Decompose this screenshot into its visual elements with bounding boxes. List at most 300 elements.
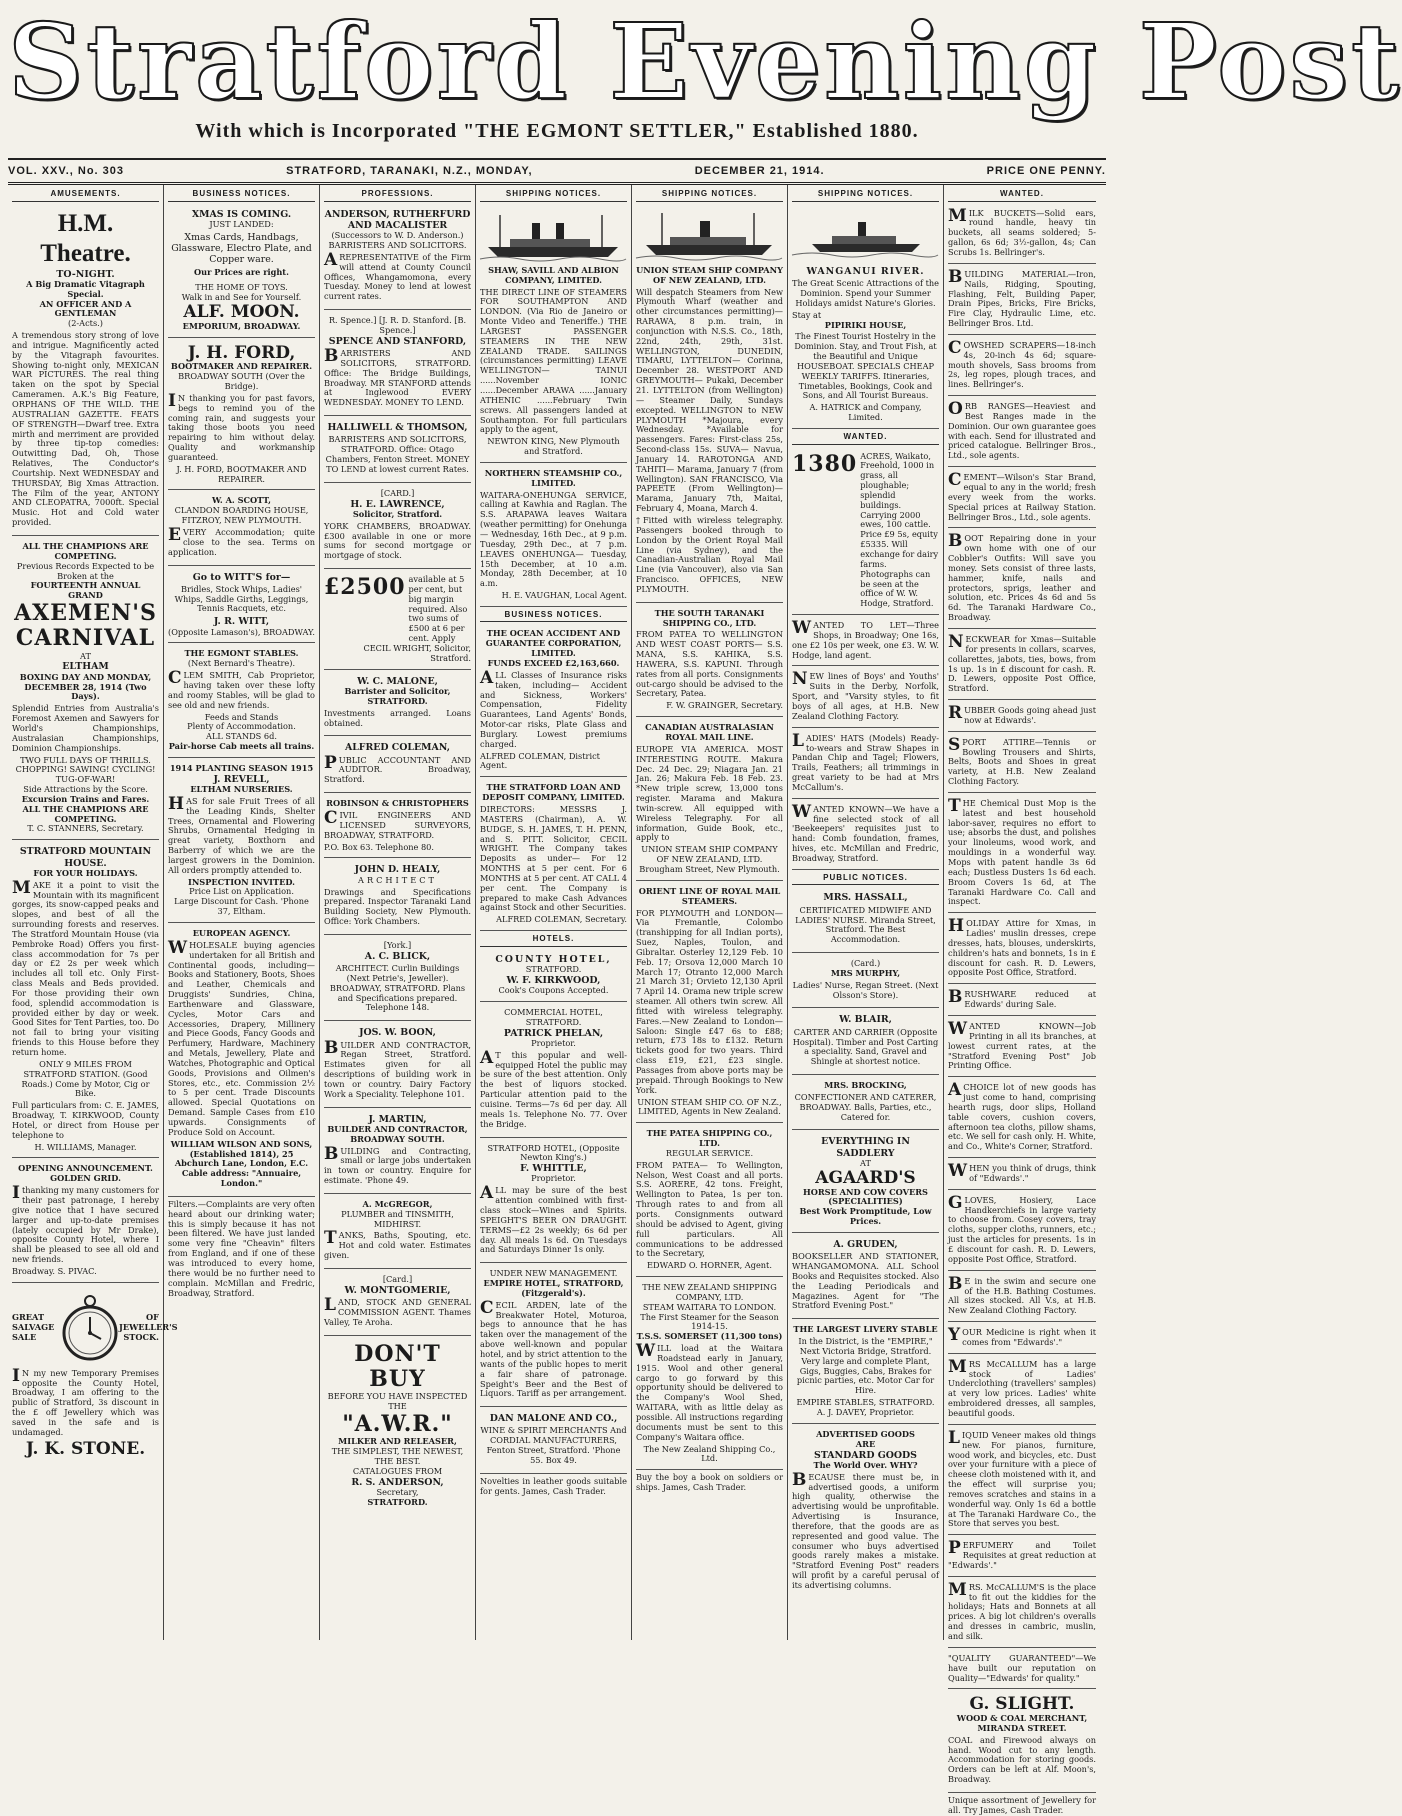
column-heading: AMUSEMENTS.	[12, 189, 159, 202]
boxing-line: BOXING DAY AND MONDAY, DECEMBER 28, 1914 (Two Days).	[19, 671, 152, 702]
awr-title: "A.W.R."	[342, 1410, 453, 1437]
egmont-next: (Next Bernard's Theatre).	[187, 658, 296, 669]
mountain-body: MAKE it a point to visit the Mountain with its magnificent gorges, its snow-capped peaks and slopes, and best of all the surrounding forests and reserves. The Stratford Mountain House (via Pembroke Road) Offers you first-class accommodation for 7s per day or £2 2s per week which includes all toll etc. Only First-class Meals and Beds provided. For those providing their own food, splendid accommodation is provided either by day or week. Good Sites for Tent Parties, too. Do not fail to bring your visiting friends to this House before they return home.	[12, 877, 159, 1057]
egmont-stables-ad	[168, 646, 315, 757]
axemen-title: AXEMEN'S CARNIVAL	[14, 600, 157, 652]
loan-title: THE STRATFORD LOAN AND DEPOSIT COMPANY, LIMITED.	[482, 782, 625, 803]
robinson-ad	[324, 796, 471, 858]
pocket-watch-icon	[61, 1293, 119, 1363]
novelties-notice: Novelties in leather goods suitable for gents. James, Cash Trader.	[480, 1475, 627, 1496]
acres-number: 1380	[792, 450, 858, 477]
stratford-line: STRATFORD.	[367, 1496, 428, 1507]
newspaper-title: Stratford Evening Post	[8, 0, 1402, 123]
theatre-tonight: TO-NIGHT.	[56, 268, 115, 280]
anderson-title: ANDERSON, RUTHERFURD AND MACALISTER	[324, 208, 471, 231]
gruden-ad	[792, 1236, 939, 1319]
shaw-body: THE DIRECT LINE OF STEAMERS FOR SOUTHAMPTON AND LONDON. (Via Rio de Janeiro or Monte Video and Teneriffe.) THE LARGEST PASSENGER STEAMERS IN THE NEW ZEALAND TRADE. SAILINGS (circumstances permitting) LEAVE WELLINGTON— TAINUI ......November IONIC ......December ARAWA ......January ATHENIC ......February Twin screws. All passengers landed at Southampton. For full particulars apply to the agent,	[480, 286, 627, 435]
ocean-accident-ad	[480, 626, 627, 777]
mcgregor-ad	[324, 1197, 471, 1269]
ladies-hats-notice: LADIES' HATS (Models) Ready-to-wears and Straw Shapes in Pandan Chip and Tagel; Flowers, Trails, Feathers; all trimmings in great variety to be had at Mrs McCallum's.	[792, 731, 939, 799]
stands-line: ALL STANDS 6d.	[206, 731, 277, 742]
somerset-body: WILL load at the Waitara Roadstead early in January, 1915. Wool and other general cargo to go forward by this opportunity should be delivered to the Company's Wool Shed, WAITARA, with as little delay as possible. All instructions regarding documents must be sent to this Company's Waitara office.	[636, 1341, 783, 1442]
trains-line: Excursion Trains and Fares.	[21, 793, 150, 804]
wanted-known-notice: WANTED KNOWN—We have a fine selected stock of all 'Beekeepers' requisites just to hand: Comb foundation, frames, hives, etc. McMillan and Fredric, Broadway, Stratford.	[792, 802, 939, 870]
pipiriki-body: The Finest Tourist Hostelry in the Dominion. Stay, and Trout Fish, at the Beautiful and Unique HOUSEBOAT. SPECIALS CHEAP WEEKLY TARIFFS. Itineraries, Timetables, Bookings, Cook and Sons, and All Tourist Bureaus.	[794, 331, 937, 401]
ford-signature: J. H. FORD, BOOTMAKER AND REPAIRER.	[176, 463, 307, 484]
scott-body: EVERY Accommodation; quite close to the sea. Terms on application.	[168, 524, 315, 557]
advertised-goods-ad	[792, 1427, 939, 1598]
wanted-item: ORB RANGES—Heaviest and Best Ranges made in the Dominion. Our own guarantee goes with each. Send for illustrated and priced catalogue. Bellringer Bros., Ltd., sole agents.	[948, 399, 1096, 467]
card-label: (Card.)	[850, 958, 881, 969]
murphy-title: MRS MURPHY,	[830, 967, 901, 978]
ford-title: J. H. FORD,	[187, 342, 296, 363]
blair-ad	[792, 1011, 939, 1075]
column-heading: SHIPPING NOTICES.	[636, 189, 783, 202]
wanted-item: WANTED KNOWN—Job Printing in all its branches, at lowest current rates, at the "Stratford Evening Post" Job Printing Office.	[948, 1019, 1096, 1077]
orient-body: FOR PLYMOUTH and LONDON— Via Fremantle, Colombo (transhipping for all Indian ports), Suez, Naples, Toulon, and Gibraltar. Osterley 12,129 Feb. 10 Feb. 17; Orsova 12,000 March 10 March 17; Otranto 12,000 March 21 March 31; Orvieto 12,130 April 7 April 14. Orama new triple screw steamer. All others twin screw. All fitted with wireless telegraphy. Fares.—New Zealand to London— Saloon: Single £47 6s to £88; return, £73 18s to £132. Return tickets good for two years. Third class £19, £21, £23 single. Passages from above ports may be prepaid. Through Bookings to New York.	[636, 907, 783, 1095]
northern-steamship-ad	[480, 466, 627, 607]
loan-deposit-ad	[480, 780, 627, 931]
salvage-word: STOCK.	[123, 1331, 159, 1342]
witt-items: Bridles, Stock Whips, Ladies' Whips, Saddle Girths, Leggings, Tennis Racquets, etc.	[174, 583, 309, 614]
empire-title: EMPIRE HOTEL, STRATFORD, (Fitzgerald's).	[483, 1278, 624, 1298]
xmas-line: XMAS IS COMING.	[191, 208, 292, 220]
healy-title: JOHN D. HEALY,	[354, 864, 441, 876]
blick-ad	[324, 938, 471, 1021]
pivac-signature: Broadway. S. PIVAC.	[12, 1265, 97, 1276]
somerset-line: T.S.S. SOMERSET (11,300 tons)	[636, 1331, 783, 1342]
boon-ad	[324, 1024, 471, 1107]
eltham-line: ELTHAM	[62, 661, 109, 673]
hassall-title: MRS. HASSALL,	[823, 892, 908, 904]
discount-line: Large Discount for Cash. 'Phone 37, Eltham.	[174, 896, 309, 917]
salvage-word: GREAT	[12, 1311, 45, 1322]
union-body: Will despatch Steamers from New Plymouth Wharf (weather and other circumstances permitting)— RARAWA, 8 p.m. train, in conjunction with N.S.S. Co., 18th, 22nd, 24th, 29th, 31st. WELLINGTON, DUNEDIN, TIMARU, LYTTELTON— Corinna, December 28. WESTPORT AND GREYMOUTH— Pukaki, December 21. LYTTELTON (from Wellington)— Steamer Daily, Sundays excepted. WELLINGTON to NEW PLYMOUTH *Majoura, every Wednesday. *Available for passengers. Fares: First-class 25s, Second-class 15s. SUVA— Navua, January 14. RAROTONGA AND TAHITI— Marama, January 7 (from Wellington). SAN FRANCISCO, Via PAPEETE (From Wellington)— Marama, January 7th, Maitai, February 4, Moana, March 4.	[636, 286, 783, 514]
under-line: UNDER NEW MANAGEMENT.	[489, 1268, 618, 1279]
revell-body: HAS for sale Fruit Trees of all the Leading Kinds, Shelter Trees, Ornamental and Flowering Shrubs, Ornamental Hedging in great variety, Boxthorn and Barberry of which we are the largest growers in the Dominion. All orders promptly attended to.	[168, 793, 315, 875]
northern-body: WAITARA-ONEHUNGA SERVICE, calling at Kawhia and Raglan. The S.S. ARAPAWA leaves Waitara (weather permitting) for Onehunga— Wednesday, 16th Dec., at 9 p.m. Tuesday, 29th Dec., at 7 p.m. LEAVES ONEHUNGA— Tuesday, 15th December, at 10 a.m. Monday, 28th December, at 10 a.m.	[480, 489, 627, 589]
theatre-body: A tremendous story strong of love and intrigue. Magnificently acted by the Vitagraph favourites. Showing to-night only, MEXICAN WAR PICTURES. The real thing taken on the spot by Special Cameramen. A.K.'s Big Feature, ORPHANS OF THE WILD. THE AUSTRALIAN GAZETTE. FEATS OF STRENGTH—Dwarf tree. Extra mirth and merriment are provided by three tip-top comedies: Outwitting Dad, Oh, Those Relatives, The Conductor's Courtship. Next WEDNESDAY and THURSDAY, Big Xmas Attraction. The Film of the year, ANTONY AND CLEOPATRA, 7000ft. Special Music. Hot and Cold water provided.	[12, 330, 159, 528]
steamship-icon	[480, 211, 626, 261]
holidays-line: FOR YOUR HOLIDAYS.	[33, 867, 138, 878]
stay-at-line: Stay at	[792, 309, 822, 320]
ford-ad	[168, 341, 315, 491]
stone-signature: J. K. STONE.	[25, 1438, 146, 1459]
moon-ad	[168, 206, 315, 338]
column-heading: WANTED.	[948, 189, 1096, 202]
plenty-line: Plenty of Accommodation.	[187, 721, 296, 732]
card-label-2: [Card.]	[382, 1273, 413, 1284]
column-heading: PROFESSIONS.	[324, 189, 471, 202]
section-heading: BUSINESS NOTICES.	[480, 610, 627, 623]
canadian-line-ad	[636, 720, 783, 881]
coleman-title: ALFRED COLEMAN,	[344, 742, 451, 754]
brocking-ad	[792, 1078, 939, 1130]
stratford-hotel-title: STRATFORD HOTEL, (Opposite Newton King's.)	[487, 1142, 620, 1163]
brocking-body: CONFECTIONER AND CATERER, BROADWAY. Balls, Parties, etc., Catered for.	[794, 1091, 937, 1122]
planting-line: 1914 PLANTING SEASON 1915	[169, 762, 314, 773]
milker-line: MILKER AND RELEASER,	[338, 1436, 457, 1447]
union-agents-2: UNION STEAM SHIP CO. OF N.Z., LIMITED, Agents in New Zealand.	[637, 1096, 782, 1117]
martin-title: J. MARTIN,	[368, 1113, 427, 1125]
salvage-word: JEWELLER'S	[119, 1321, 178, 1332]
gruden-title: A. GRUDEN,	[833, 1238, 898, 1250]
axemen-body: Splendid Entries from Australia's Foremost Axemen and Sawyers for World's Championships, Australasian Championships, Dominion Championships.	[12, 703, 159, 753]
boon-body: BUILDER AND CONTRACTOR, Regan Street, Stratford. Estimates given for all descriptions of building work in town or country. Dairy Factory Work a Speciality. Telephone 101.	[324, 1037, 471, 1099]
side-line: Side Attractions by the Score.	[23, 784, 148, 795]
wanganui-ad	[792, 206, 939, 429]
mcgregor-body: TANKS, Baths, Spouting, etc. Hot and cold water. Estimates given.	[324, 1228, 471, 1261]
union-agents: UNION STEAM SHIP COMPANY OF NEW ZEALAND, LTD. Brougham Street, New Plymouth.	[639, 844, 780, 874]
opening-line: OPENING ANNOUNCEMENT.	[18, 1163, 153, 1174]
walk-line: Walk in and See for Yourself.	[181, 292, 302, 303]
empire-hotel-ad	[480, 1266, 627, 1407]
wanted-item: BUILDING MATERIAL—Iron, Nails, Ridging, Spouting, Flashing, Felt, Building Paper, Drain Pipes, Bricks, Fire Bricks, Fire Clay, Hydraulic Lime, etc. Bellringer Bros. Ltd.	[948, 267, 1096, 335]
hassall-body: CERTIFICATED MIDWIFE AND LADIES' NURSE. Miranda Street, Stratford. The Best Accommodation.	[795, 904, 936, 945]
particulars-line: Full particulars from: C. E. JAMES, Broadway, T. KIRKWOOD, County Hotel, or direct from House per telephone to	[12, 1100, 159, 1140]
slight-ad	[948, 1692, 1096, 1793]
landed-line: JUST LANDED:	[209, 218, 274, 229]
vaughan-signature: H. E. VAUGHAN, Local Agent.	[501, 590, 627, 601]
riverboat-icon	[792, 211, 938, 261]
spence-card: R. Spence.] [J. R. D. Stanford. [B. Spence.]	[328, 315, 467, 335]
hatrick-signature: A. HATRICK and Company, Limited.	[809, 402, 922, 423]
halliwell-title: HALLIWELL & THOMSON,	[327, 422, 468, 434]
blick-body: ARCHITECT. Curlin Buildings (Next Petrie's, Jeweller). BROADWAY, STRATFORD. Plans and Specifications prepared. Telephone 148.	[329, 963, 466, 1013]
acres-body: ACRES, Waikato, Freehold, 1000 in grass, all ploughable; splendid buildings. Carrying 2000 ewes, 100 cattle. Price £9 5s, equity £5335. Will exchange for dairy farms. Photographs can be seen at the office of W. W. Hodge, Stratford.	[860, 450, 939, 609]
inspection-line: INSPECTION INVITED.	[187, 876, 296, 887]
witt-heading: Go to WITT'S for—	[192, 571, 291, 583]
wilson-line: WILLIAM WILSON AND SONS, (Established 1814), 25 Abchurch Lane, London, E.C. Cable address: "Annuaire, London."	[170, 1138, 313, 1189]
martin-body: BUILDING and Contracting, small or large jobs undertaken in town or country. Enquire for estimate. 'Phone 49.	[324, 1143, 471, 1186]
wanted-item: WHEN you think of drugs, think of "Edwards'."	[948, 1161, 1096, 1190]
newton-king-signature: NEWTON KING, New Plymouth and Stratford.	[487, 436, 620, 457]
stone-body: IN my new Temporary Premises opposite the County Hotel, Broadway, I am offering to the public of Stratford, 3s discount in the £ off Jewellery which was saved in the safe and is undamaged.	[12, 1365, 159, 1437]
murphy-body: Ladies' Nurse, Regan Street. (Next Olsson's Store).	[792, 979, 939, 1000]
regular-line: REGULAR SERVICE.	[665, 1147, 754, 1158]
new-lines-notice: NEW lines of Boys' and Youths' Suits in the Derby, Norfolk, Sport, and "Varsity styles, to fit boys of all ages, at H.B. New Zealand Clothing Factory.	[792, 669, 939, 727]
fourteenth-line: FOURTEENTH ANNUAL GRAND	[30, 580, 141, 601]
loan-amount: £2500	[324, 574, 406, 601]
malone-body: Investments arranged. Loans obtained.	[324, 707, 471, 728]
witt-address: (Opposite Lamason's), BROADWAY.	[168, 626, 316, 637]
scott-title: W. A. SCOTT,	[211, 495, 272, 506]
mcgregor-sub: PLUMBER and TINSMITH, MIDHIRST.	[341, 1208, 454, 1229]
anderson-sub: (Successors to W. D. Anderson.) BARRISTERS AND SOLICITORS.	[328, 230, 467, 250]
advertised-title: ADVERTISED GOODS	[816, 1428, 915, 1439]
wanted-item: MRS McCALLUM has a large stock of Ladies' Underclothing (travellers' samples) at very low prices. Ladies' white embroidered dresses, all samples, beautiful goods.	[948, 1357, 1096, 1425]
theatre-ad	[12, 206, 159, 536]
column-heading: BUSINESS NOTICES.	[168, 189, 315, 202]
shaw-title: SHAW, SAVILL AND ALBION COMPANY, LIMITED.	[488, 264, 619, 285]
newspaper-subtitle: With which is Incorporated "THE EGMONT SETTLER," Established 1880.	[195, 120, 919, 142]
catalogues-line: CATALOGUES FROM	[352, 1465, 443, 1476]
kirkwood-title: W. F. KIRKWOOD,	[506, 974, 601, 986]
column-professions	[320, 185, 476, 1640]
slight-sub: WOOD & COAL MERCHANT, MIRANDA STREET.	[956, 1713, 1088, 1733]
coleman-ad	[324, 739, 471, 793]
golden-grid-ad	[12, 1161, 159, 1282]
columns	[8, 185, 1106, 1815]
wanted-item: THE Chemical Dust Mop is the latest and best household labor-saver, requires no effort to use; absorbs the dust, and polishes your linoleums, wood work, and mouldings in a wonderful way. Mops with patent handle 3s 6d each; Dustless Dusters 1s 6d each. Broom Covers 1s 6d, at The Taranaki Hardware Co. Call and inspect.	[948, 796, 1096, 913]
boon-title: JOS. W. BOON,	[359, 1027, 436, 1039]
south-taranaki-ad	[636, 606, 783, 717]
livery-title: THE LARGEST LIVERY STABLE	[793, 1324, 938, 1335]
ocean-body: ALL Classes of Insurance risks taken, including— Accident and Sickness, Workers' Compensation, Fidelity Guarantees, Land Agents' Bonds, Motor-car risks, Plate Glass and Burglary. Lowest premiums charged.	[480, 667, 627, 749]
wanted-item: GLOVES, Hosiery, Lace Handkerchiefs in large variety to choose from. Cosey covers, tray cloths, supper cloths, runners, etc.; just the articles for presents. 1s in £ discount for cash. R. D. Lewers, opposite Post Office, Stratford.	[948, 1193, 1096, 1271]
robinson-telephone: P.O. Box 63. Telephone 80.	[324, 841, 434, 852]
masthead	[8, 0, 1402, 160]
european-agency-ad	[168, 926, 315, 1197]
slight-title: G. SLIGHT.	[969, 1694, 1075, 1715]
canadian-body: EUROPE VIA AMERICA. MOST INTERESTING ROUTE. Makura Dec. 24 Dec. 29; Niagara Jan. 21 Jan. 26; Makura Feb. 18 Feb. 23. *New triple screw, 13,000 tons register. Marama and Makura twin-screw. All equipped with Wireless Telegraphy. For all information, Guide Book, etc., apply to	[636, 743, 783, 843]
at-line: AT	[80, 650, 91, 661]
ocean-signature: ALFRED COLEMAN, District Agent.	[480, 750, 600, 771]
anderson-ad	[324, 206, 471, 310]
thrills-line: TWO FULL DAYS OF THRILLS. CHOPPING! SAWING! CYCLING! TUG-OF-WAR!	[15, 754, 156, 785]
wright-ad	[324, 572, 471, 670]
proprietor-line: Proprietor.	[531, 1173, 576, 1184]
section-heading: PUBLIC NOTICES.	[792, 873, 939, 886]
livery-ad	[792, 1322, 939, 1424]
toys-line: THE HOME OF TOYS.	[195, 282, 288, 293]
wanted-item: NECKWEAR for Xmas—Suitable for presents in collars, scarves, collarettes, jabots, ties, bows, from 1s up. 1s in £ discount for cash. R. D. Lewers, opposite Post Office, Stratford.	[948, 632, 1096, 700]
wanted-item: ACHOICE lot of new goods has just come to hand, comprising hearth rugs, door slips, Holland table covers, cushion covers, afternoon tea cloths, pillow shams, etc. We sell for cash only. H. White, and Co., White's Corner, Stratford.	[948, 1080, 1096, 1158]
wanganui-title: WANGANUI RIVER.	[806, 265, 925, 277]
prices-line: Our Prices are right.	[194, 266, 289, 277]
wanganui-sub: The Great Scenic Attractions of the Dominion. Spend your Summer Holidays amidst Nature's Glories.	[792, 278, 939, 308]
slight-body: COAL and Firewood always on hand. Wood cut to any length. Accommodation for storing goods. Orders can be left at Alf. Moon's, Broadway.	[948, 1734, 1096, 1785]
ocean-title: THE OCEAN ACCIDENT AND GUARANTEE CORPORATION, LIMITED.	[485, 628, 622, 659]
column-amusements	[8, 185, 178, 1640]
filters-notice: Filters.—Complaints are very often heard about our drinking water; this is simply because it has not been filtered. We have just landed some very fine "Cheavin" filters from England, and if one of these was introduced to every home, there would be no further need to complain. McMillan and Fredric, Broadway, Stratford.	[168, 1198, 315, 1298]
patea-title: THE PATEA SHIPPING CO., LTD.	[646, 1128, 773, 1149]
salvage-word: OF	[146, 1311, 159, 1322]
column-shipping-3	[788, 185, 944, 1640]
buy-notice: Buy the boy a book on soldiers or ships. James, Cash Trader.	[636, 1472, 783, 1493]
stanners-signature: T. C. STANNERS, Secretary.	[27, 823, 144, 834]
golden-body: Ithanking my many customers for their past patronage, I hereby give notice that I have secured larger and up-to-date premises (lately occupied by Mr Drake), opposite County Hotel, where I shall be pleased to see all old and new friends.	[12, 1183, 159, 1265]
spence-ad	[324, 313, 471, 416]
salvage-right	[119, 1311, 178, 1343]
murphy-ad	[792, 956, 939, 1008]
european-title: EUROPEAN AGENCY.	[192, 927, 291, 938]
acres-ad	[792, 449, 939, 616]
montgomerie-ad	[324, 1272, 471, 1336]
union-footer: †Fitted with wireless telegraphy. Passengers booked through to London by the Orient Royal Mail Line (via Sydney), and the Canadian-Australian Royal Mail Line (via Vancouver), also via San Francisco. OFFICES, NEW PLYMOUTH.	[636, 514, 783, 594]
column-shipping-2	[632, 185, 788, 1640]
randerson-title: R. S. ANDERSON,	[351, 1476, 444, 1488]
unique-notice: Unique assortment of Jewellery for all. Try James, Cash Trader.	[948, 1794, 1096, 1815]
standard-title: STANDARD GOODS	[814, 1449, 917, 1461]
nurseries-line: ELTHAM NURSERIES.	[190, 784, 293, 794]
mcgregor-title: A. McGREGOR,	[362, 1198, 433, 1209]
volume-number: VOL. XXV., No. 303	[8, 165, 125, 177]
wanted-item: LIQUID Veneer makes old things new. For pianos, furniture, wood work, and bicycles, etc. Dust over your furniture with a piece of cheese cloth moistened with it, and the effect will surprise you; removes scratches and stains in a wonderful way. Only 1s 6d a bottle at The Taranaki Hardware Co., the Store that serves you best.	[948, 1428, 1096, 1535]
blair-title: W. BLAIR,	[839, 1014, 892, 1026]
european-body: WHOLESALE buying agencies undertaken for all British and Continental goods, including— Books and Stationery, Boots, Shoes and Leather, Chemicals and Druggists' Sundries, China, Earthenware and Glassware, Cycles, Motor Cars and Accessories, Drapery, Millinery and Piece Goods, Fancy Goods and Perfumery, Hardware, Machinery and Metals, Jewellery, Plate and Watches, Photographic and Optical Goods, Provisions and Oilmen's Stores, etc., etc. Commission 2½ to 5 per cent. Trade Discounts allowed. Special Quotations on Demand. Sample Cases from £10 upwards. Consignments of Produce Sold on Account.	[168, 937, 315, 1137]
secretary-line: Secretary,	[376, 1486, 419, 1497]
feeds-line: Feeds and Stands	[204, 711, 279, 722]
lawrence-ad	[324, 486, 471, 569]
dateline	[8, 160, 1106, 185]
records-line: Previous Records Expected to be Broken at the	[16, 560, 155, 581]
card-label: [CARD.]	[380, 487, 415, 498]
awr-milker-ad	[324, 1339, 471, 1513]
champions-line: ALL THE CHAMPIONS ARE COMPETING.	[22, 540, 149, 561]
blair-body: CARTER AND CARRIER (Opposite Hospital). Timber and Post Carting a speciality. Sand, Gravel and Shingle at shortest notice.	[792, 1026, 939, 1067]
stratford-hotel-ad	[480, 1141, 627, 1264]
patea-shipping-ad	[636, 1126, 783, 1277]
ford-body: IN thanking you for past favors, begs to remind you of the coming rain, and suggests your taking those boots you need repairing to him without delay. Quality and workmanship guaranteed.	[168, 390, 315, 462]
ford-trade: BOOTMAKER AND REPAIRER.	[170, 361, 313, 372]
theatre-feature: AN OFFICER AND A GENTLEMAN	[39, 298, 132, 319]
commercial-title: COMMERCIAL HOTEL, STRATFORD.	[504, 1006, 603, 1027]
montgomerie-title: W. MONTGOMERIE,	[344, 1284, 451, 1296]
ford-address: BROADWAY SOUTH (Over the Bridge).	[178, 371, 305, 391]
miles-line: ONLY 9 MILES FROM STRATFORD STATION. (Good Roads.) Come by Motor, Cig or Bike.	[21, 1058, 150, 1099]
union-steamship-ad	[636, 206, 783, 603]
revell-title: J. REVELL,	[213, 773, 270, 785]
nz-shipping-ad	[636, 1280, 783, 1470]
salvage-word: SALE	[12, 1331, 37, 1342]
livery-body: In the District, is the "EMPIRE," Next Victoria Bridge, Stratford. Very large and complete Plant, Gigs, Buggies, Cabs, Brakes for picnic parties, etc. Motor Car for Hire.	[796, 1336, 935, 1396]
empire-body: CECIL ARDEN, late of the Breakwater Hotel, Moturoa, begs to announce that he has taken over the management of the above well-known and popular hotel, and by strict attention to the wants of the public hopes to merit a fair share of patronage. Speight's Beer and the Best of Liquors. Tariff as per arrangement.	[480, 1297, 627, 1399]
halliwell-body: BARRISTERS AND SOLICITORS, STRATFORD. Office: Otago Chambers, Fenton Street. MONEY TO LEND at lowest current Rates.	[325, 434, 470, 474]
whittle-body: ALL may be sure of the best attention combined with first-class stock—Wines and Spirits. SPEIGHT'S BEER ON DRAUGHT. TERMS—£2 2s weekly; 6s 6d per day. All meals 1s 6d. On Tuesdays and Saturdays Dinner 1s only.	[480, 1183, 627, 1255]
lawrence-title: H. E. LAWRENCE,	[350, 498, 445, 510]
theatre-title: H.M. Theatre.	[40, 209, 131, 267]
egmont-title: THE EGMONT STABLES.	[184, 648, 299, 659]
moon-title: ALF. MOON.	[183, 302, 300, 323]
lawrence-body: YORK CHAMBERS, BROADWAY. £300 available in one or more sums for second mortgage or mortgage of stock.	[324, 520, 471, 561]
hassall-ad	[792, 889, 939, 953]
ocean-funds: FUNDS EXCEED £2,163,660.	[487, 658, 620, 668]
dateline-date: DECEMBER 21, 1914.	[694, 165, 825, 177]
section-heading: HOTELS.	[480, 934, 627, 947]
emporium-line: EMPORIUM, BROADWAY.	[182, 320, 301, 331]
are-line: ARE	[855, 1438, 876, 1449]
champions-line-2: ALL THE CHAMPIONS ARE COMPETING.	[22, 803, 149, 824]
mountain-house-ad	[12, 843, 159, 1158]
section-heading: WANTED.	[792, 432, 939, 445]
davey-signature: EMPIRE STABLES, STRATFORD. A. J. DAVEY, Proprietor.	[796, 1397, 935, 1417]
dont-buy-title: DON'T BUY	[354, 1340, 441, 1392]
wanted-item: MRS. McCALLUM'S is the place to fit out the kiddies for the holidays; Hats and Bonnets at all prices. A big lot children's overalls and dresses in cambric, muslin, and silk.	[948, 1580, 1096, 1648]
wanted-item: BE in the swim and secure one of the H.B. Bathing Costumes. All sizes stocked. All V.s, at H.B. New Zealand Clothing Factory.	[948, 1274, 1096, 1322]
mountain-title: STRATFORD MOUNTAIN HOUSE.	[19, 846, 152, 869]
egmont-body: CLEM SMITH, Cab Proprietor, having taken over these lofty and roomy Stables, will be glad to see old and new friends.	[168, 668, 315, 710]
golden-grid-title: GOLDEN GRID.	[50, 1173, 121, 1184]
spence-body: BARRISTERS AND SOLICITORS, STRATFORD. Office: The Bridge Buildings, Broadway. MR STANFORD attends at Inglewood EVERY WEDNESDAY. MONEY TO LEND.	[324, 346, 471, 408]
proprietor-line: Proprietor.	[531, 1037, 576, 1048]
coleman-body: PUBLIC ACCOUNTANT AND AUDITOR. Broadway, Stratford.	[324, 752, 471, 785]
malone-sub: Barrister and Solicitor, STRATFORD.	[344, 685, 451, 706]
cooks-line: Cook's Coupons Accepted.	[498, 985, 609, 996]
world-line: The World Over. WHY?	[813, 1459, 918, 1470]
goods-line: Xmas Cards, Handbags, Glassware, Electro Plate, and Copper ware.	[171, 231, 312, 266]
patea-body: FROM PATEA— To Wellington, Nelson, West Coast and all ports. S.S. AORERE, 42 tons. Freight, Wellington to Patea, 1s per ton. Through rates to and from all ports. Consignments outward should be advised to Agent, giving full particulars. All communications to be addressed to the Secretary,	[636, 1159, 783, 1259]
wanted-item: HOLIDAY Attire for Xmas, in Ladies' muslin dresses, crepe dresses, hats, blouses, underskirts, children's hats and bonnets, 1s in £ discount for cash. R. D. Lewers, opposite Post Office, Stratford.	[948, 916, 1096, 984]
spence-title: SPENCE AND STANFORD,	[328, 335, 467, 347]
column-heading: SHIPPING NOTICES.	[792, 189, 939, 202]
wanted-item: SPORT ATTIRE—Tennis or Bowling Trousers and Shirts, Belts, Boots and Shoes in great variety, at H.B. New Zealand Clothing Factory.	[948, 735, 1096, 793]
commercial-body: AT this popular and well-equipped Hotel the public may be sure of the best attention. Only the best of liquors stocked. Particular attention paid to the cuisine. Terms—7s 6d per day. All meals 1s. Telephone No. 77. Over the Bridge.	[480, 1047, 627, 1129]
axemen-ad	[12, 539, 159, 840]
cabs-line: Pair-horse Cab meets all trains.	[168, 741, 315, 752]
column-shipping-1	[476, 185, 632, 1640]
scott-address: CLANDON BOARDING HOUSE, FITZROY, NEW PLYMOUTH.	[174, 505, 309, 526]
halliwell-ad	[324, 419, 471, 483]
nz-shipping-signature: The New Zealand Shipping Co., Ltd.	[643, 1443, 776, 1464]
dan-body: WINE & SPIRIT MERCHANTS And CORDIAL MANUFACTURERS, Fenton Street, Stratford. 'Phone 55. Box 49.	[480, 1425, 627, 1465]
pricelist-line: Price List on Application.	[189, 886, 294, 897]
wright-signature: CECIL WRIGHT, Solicitor, Stratford.	[363, 643, 471, 663]
first-steamer-line: The First Steamer for the Season 1914-15.	[640, 1311, 779, 1332]
before-line: BEFORE YOU HAVE INSPECTED THE	[327, 1391, 468, 1412]
witt-title: J. R. WITT,	[213, 616, 270, 628]
advert-body: BECAUSE there must be, in advertised goods, a uniform high quality, otherwise the advertising would be unprofitable. Advertising is Insurance, therefore, that the goods are as represented and good value. The consumer who buys advertised goods rarely makes a mistake. "Stratford Evening Post" readers will profit by a careful perusal of its advertising columns.	[792, 1469, 939, 1590]
wanted-item: MILK BUCKETS—Solid ears, round handle, heavy tin buckets, all seams soldered; 5-gallon, 6s 6d; 3½-gallon, 4s; Can Scrubs 1s. Bellringer's.	[948, 206, 1096, 264]
union-title: UNION STEAM SHIP COMPANY OF NEW ZEALAND, LTD.	[636, 264, 783, 285]
brocking-title: MRS. BROCKING,	[824, 1080, 907, 1091]
martin-ad	[324, 1111, 471, 1194]
healy-body: Drawings and Specifications prepared. Inspector Taranaki Land Building Society, New Plymouth. Office: York Chambers.	[324, 886, 471, 927]
salvage-sale-ad	[12, 1286, 178, 1464]
price: PRICE ONE PENNY.	[986, 165, 1106, 177]
wanted-item: YOUR Medicine is right when it comes from "Edwards'."	[948, 1325, 1096, 1354]
wanted-item: PERFUMERY and Toilet Requisites at great reduction at "Edwards'."	[948, 1538, 1096, 1577]
column-wanted	[944, 185, 1100, 1815]
williams-signature: H. WILLIAMS, Manager.	[34, 1141, 137, 1152]
theatre-special: A Big Dramatic Vitagraph Special.	[26, 278, 145, 299]
blick-title: A. C. BLICK,	[364, 950, 431, 962]
wanted-item: BRUSHWARE reduced at Edwards' during Sale.	[948, 987, 1096, 1016]
south-body: FROM PATEA TO WELLINGTON AND WEST COAST PORTS— S.S. MANA, S.S. KAHIKA, S.S. HAWERA, S.S. KAPUNI. Through rates from all ports. Consignments out-cargo should be advised to the Secretary, Patea.	[636, 629, 783, 699]
dateline-place: STRATFORD, TARANAKI, N.Z., MONDAY,	[286, 165, 533, 177]
pipiriki-title: PIPIRIKI HOUSE,	[824, 319, 907, 330]
steam-line: STEAM WAITARA TO LONDON.	[642, 1301, 777, 1312]
agaard-ad	[792, 1133, 939, 1232]
healy-sub: ARCHITECT	[358, 874, 437, 885]
simplest-line: THE SIMPLEST, THE NEWEST, THE BEST.	[331, 1446, 464, 1466]
nz-shipping-title: THE NEW ZEALAND SHIPPING COMPANY, LTD.	[642, 1282, 777, 1302]
horse-covers-line: HORSE AND COW COVERS (SPECIALITIES)	[803, 1186, 928, 1207]
whittle-title: F. WHITTLE,	[520, 1163, 587, 1175]
robinson-title: ROBINSON & CHRISTOPHERS	[326, 798, 469, 809]
gruden-body: BOOKSELLER AND STATIONER, WHANGAMOMONA. ALL School Books and Requisites stocked. Also the Leading Periodicals and Magazines. Agent for "The Stratford Evening Post."	[792, 1251, 939, 1311]
orient-title: ORIENT LINE OF ROYAL MAIL STEAMERS.	[638, 885, 781, 906]
martin-sub: BUILDER AND CONTRACTOR, BROADWAY SOUTH.	[327, 1123, 468, 1144]
theatre-acts: (2-Acts.)	[68, 318, 103, 329]
saddlery-title: EVERYTHING IN SADDLERY	[821, 1136, 910, 1159]
commercial-hotel-ad	[480, 1005, 627, 1138]
county-town: STRATFORD.	[525, 963, 582, 974]
phelan-title: PATRICK PHELAN,	[503, 1027, 604, 1039]
malone-ad	[324, 673, 471, 737]
wanted-let-notice: WANTED TO LET—Three Shops, in Broadway; One 16s, one £2 10s per week, one £3. W. W. Hodge, land agent.	[792, 618, 939, 666]
best-work-line: Best Work Promptitude, Low Prices.	[799, 1206, 932, 1227]
dan-malone-ad	[480, 1410, 627, 1474]
loan-body: available at 5 per cent, but big margin required. Also two sums of £500 at 6 per cent. Apply	[408, 574, 468, 644]
revell-ad	[168, 761, 315, 923]
montgomerie-body: LAND, STOCK AND GENERAL COMMISSION AGENT. Thames Valley, Te Aroha.	[324, 1295, 471, 1327]
malone-title: W. C. MALONE,	[357, 675, 438, 687]
loan-body: DIRECTORS: MESSRS J. MASTERS (Chairman), A. W. BUDGE, S. H. JAMES, T. H. PENN, and S. PITT. Solicitor, CECIL WRIGHT. The Company takes Deposits as under— For 12 MONTHS at 5 per cent. For 6 MONTHS at 5 per cent. AT CALL 4 per cent. The Company is prepared to make Cash Advances against Stock and other Securities.	[480, 803, 627, 913]
salvage-word: SALVAGE	[12, 1321, 55, 1332]
wanted-item: CEMENT—Wilson's Star Brand, equal to any in the world; fresh every week from the works. Special prices at Railway Station. Bellringer Bros., Ltd., sole agents.	[948, 470, 1096, 528]
anderson-body: AREPRESENTATIVE of the Firm will attend at County Council Offices, Whangamomona, every Tuesday. Money to lend at lowest current rates.	[324, 249, 471, 302]
